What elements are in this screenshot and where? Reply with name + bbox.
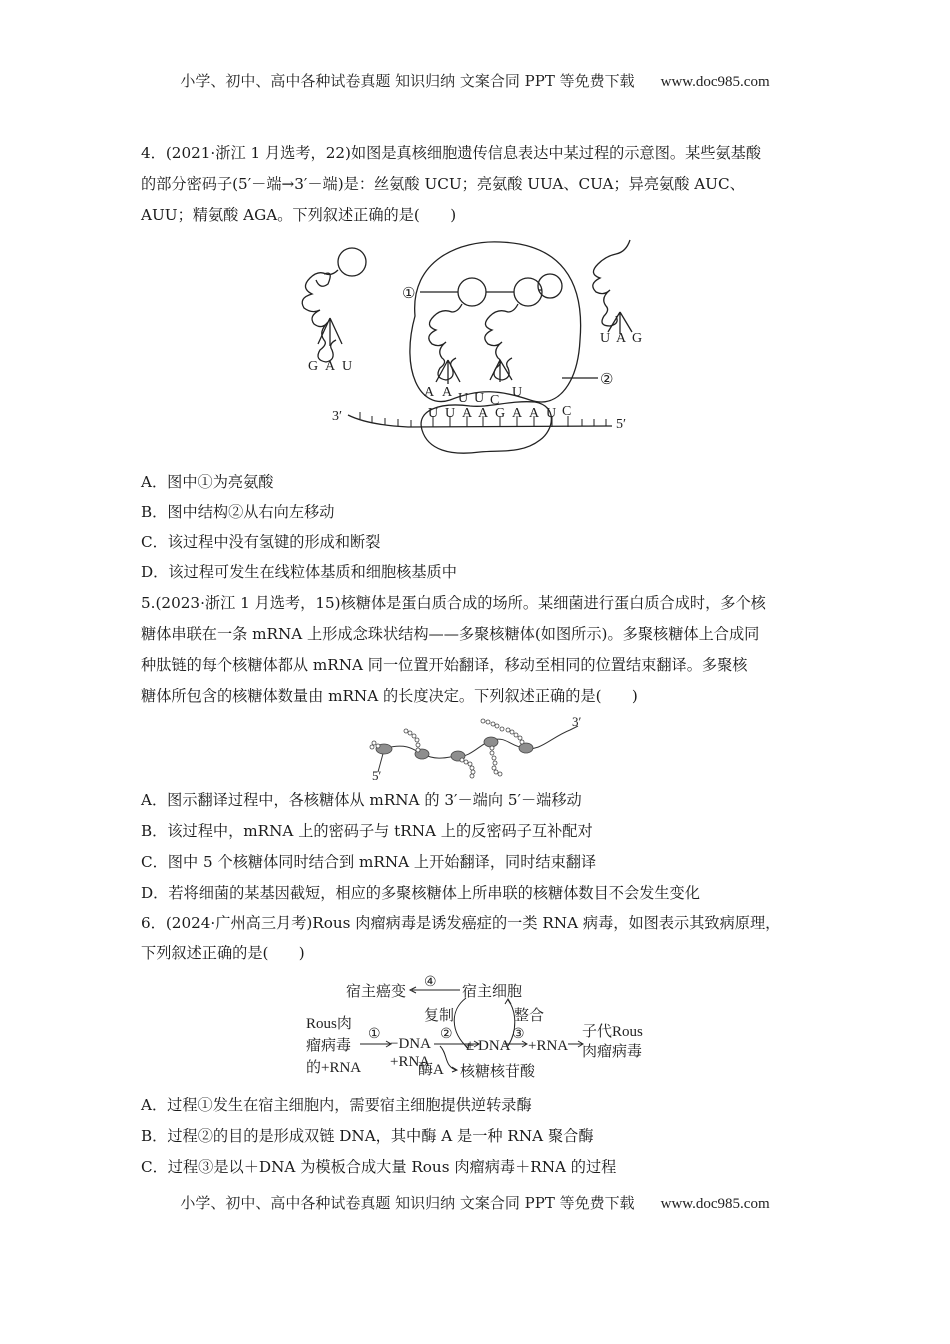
q4-option-b[interactable]: B．图中结构②从右向左移动 xyxy=(141,503,335,521)
header-url[interactable]: www.doc985.com xyxy=(660,74,770,90)
hybrid-line-1: −DNA xyxy=(390,1036,431,1052)
nucleotides-label: 核糖核苷酸 xyxy=(460,1064,536,1080)
label-circle-2: ② xyxy=(600,372,614,388)
q5-option-b[interactable]: B．该过程中，mRNA 上的密码子与 tRNA 上的反密码子互补配对 xyxy=(141,822,593,840)
q5-option-a[interactable]: A．图示翻译过程中，各核糖体从 mRNA 的 3′－端向 5′－端移动 xyxy=(141,791,582,809)
hybrid-line-2: +RNA xyxy=(390,1054,431,1070)
q6-option-c[interactable]: C．过程③是以＋DNA 为模板合成大量 Rous 肉瘤病毒＋RNA 的过程 xyxy=(141,1158,617,1176)
host-cancer-label: 宿主癌变 xyxy=(346,984,407,1000)
footer-text: 小学、初中、高中各种试卷真题 知识归纳 文案合同 PPT 等免费下载 xyxy=(180,1194,635,1212)
q5-option-d[interactable]: D．若将细菌的某基因截短，相应的多聚核糖体上所串联的核糖体数目不会发生变化 xyxy=(141,884,700,902)
polyribosome-3-prime-label: 3′ xyxy=(572,714,582,729)
anticodon-base: A xyxy=(616,331,627,346)
q4-option-c[interactable]: C．该过程中没有氢键的形成和断裂 xyxy=(141,533,381,551)
anticodon-base: A xyxy=(325,359,336,374)
anticodon-base: C xyxy=(490,393,500,408)
codon-base: A xyxy=(512,406,523,421)
polyribosome-5-prime-label: 5′ xyxy=(372,768,382,783)
step-1-label: ① xyxy=(368,1027,381,1042)
anticodon-base: U xyxy=(512,385,523,400)
anticodon-base: G xyxy=(308,359,319,374)
header-text: 小学、初中、高中各种试卷真题 知识归纳 文案合同 PPT 等免费下载 xyxy=(180,72,635,90)
q5-polyribosome-diagram xyxy=(350,712,610,784)
q6-stem-line-1: 6．(2024·广州高三月考)Rous 肉瘤病毒是诱发癌症的一类 RNA 病毒，如图表示其致病原理， xyxy=(141,914,781,932)
step-4-label: ④ xyxy=(424,975,437,990)
anticodon-base: U xyxy=(342,359,353,374)
q5-stem-line-3: 种肽链的每个核糖体都从 mRNA 同一位置开始翻译，移动至相同的位置结束翻译。多聚核 xyxy=(141,656,748,674)
codon-base: A xyxy=(529,406,540,421)
q5-stem-line-4: 糖体所包含的核糖体数量由 mRNA 的长度决定。下列叙述正确的是( ) xyxy=(141,687,638,705)
q5-option-c[interactable]: C．图中 5 个核糖体同时结合到 mRNA 上开始翻译，同时结束翻译 xyxy=(141,853,597,871)
q6-option-a[interactable]: A．过程①发生在宿主细胞内，需要宿主细胞提供逆转录酶 xyxy=(141,1096,532,1114)
anticodon-base: A xyxy=(424,385,435,400)
replicate-label: 复制 xyxy=(424,1008,455,1024)
integrate-label: 整合 xyxy=(514,1008,545,1024)
codon-base: U xyxy=(445,406,456,421)
anticodon-base: U xyxy=(458,391,469,406)
q6-stem-line-2: 下列叙述正确的是( ) xyxy=(141,944,305,962)
footer-url[interactable]: www.doc985.com xyxy=(660,1196,770,1212)
codon-base: G xyxy=(495,406,506,421)
q4-translation-diagram xyxy=(290,230,670,462)
virus-label-line-3: 的+RNA xyxy=(306,1060,362,1076)
anticodon-base: U xyxy=(600,331,611,346)
codon-base: U xyxy=(428,406,439,421)
page-footer xyxy=(0,1192,950,1213)
anticodon-base: U xyxy=(474,391,485,406)
anticodon-base: G xyxy=(632,331,643,346)
q6-option-b[interactable]: B．过程②的目的是形成双链 DNA，其中酶 A 是一种 RNA 聚合酶 xyxy=(141,1127,594,1145)
label-circle-1: ① xyxy=(402,286,416,302)
mrna-3-prime-label: 3′ xyxy=(332,409,343,424)
q5-stem-line-2: 糖体串联在一条 mRNA 上形成念珠状结构——多聚核糖体(如图所示)。多聚核糖体上合成同 xyxy=(141,625,760,643)
codon-base: C xyxy=(562,404,572,419)
codon-base: U xyxy=(546,406,557,421)
q4-stem-line-2: 的部分密码子(5′－端→3′－端)是：丝氨酸 UCU；亮氨酸 UUA、CUA；异亮氨酸 AUC、 xyxy=(141,175,745,193)
host-cell-label: 宿主细胞 xyxy=(462,984,523,1000)
virus-label-line-1: Rous肉 xyxy=(306,1016,352,1032)
offspring-line-1: 子代Rous xyxy=(582,1024,643,1040)
q4-option-a[interactable]: A．图中①为亮氨酸 xyxy=(141,473,274,491)
anticodon-base: A xyxy=(442,385,453,400)
plus-rna-label: +RNA xyxy=(528,1038,569,1054)
q6-pathogenesis-diagram xyxy=(300,970,660,1082)
enzyme-a-label: 酶A xyxy=(418,1062,444,1078)
page-header xyxy=(0,70,950,91)
virus-label-line-2: 瘤病毒 xyxy=(306,1038,352,1054)
q5-stem-line-1: 5.(2023·浙江 1 月选考，15)核糖体是蛋白质合成的场所。某细菌进行蛋白质合成时，多个核 xyxy=(141,594,766,612)
step-2-label: ② xyxy=(440,1027,453,1042)
q4-stem-line-3: AUU；精氨酸 AGA。下列叙述正确的是( ) xyxy=(141,206,457,224)
offspring-line-2: 肉瘤病毒 xyxy=(582,1044,643,1060)
codon-base: A xyxy=(478,406,489,421)
codon-base: A xyxy=(462,406,473,421)
step-3-label: ③ xyxy=(512,1027,525,1042)
q4-stem-line-1: 4．(2021·浙江 1 月选考，22)如图是真核细胞遗传信息表达中某过程的示意图。某些氨基酸 xyxy=(141,144,762,162)
q4-option-d[interactable]: D．该过程可发生在线粒体基质和细胞核基质中 xyxy=(141,563,457,581)
mrna-5-prime-label: 5′ xyxy=(616,417,627,432)
ds-dna-label: ± DNA xyxy=(466,1038,511,1054)
